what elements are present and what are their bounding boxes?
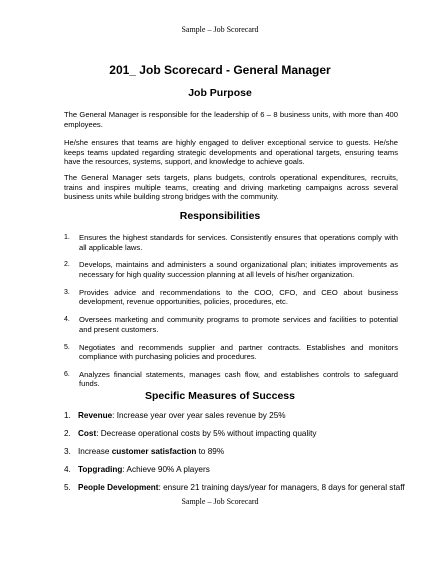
measure-text-suffix: : Decrease operational costs by 5% without impacting quality bbox=[96, 429, 317, 438]
list-item-number: 6. bbox=[64, 370, 70, 378]
list-item-text: Develops, maintains and administers a sound organizational plan; initiates improvements as necessary for high quality succession planning at all levels of his/her organization. bbox=[79, 260, 398, 279]
list-item bbox=[64, 343, 398, 362]
job-purpose-heading: Job Purpose bbox=[188, 87, 252, 99]
measure-name: Revenue bbox=[78, 411, 113, 420]
measure-name: customer satisfaction bbox=[111, 447, 197, 456]
measure-text-prefix: Increase bbox=[78, 447, 112, 456]
list-item-number: 2. bbox=[64, 261, 70, 269]
list-item-text: Ensures the highest standards for services. Consistently ensures that operations comply with all applicable laws. bbox=[79, 233, 398, 252]
list-item bbox=[64, 465, 404, 483]
measures-list bbox=[64, 411, 404, 501]
list-item-number: 5. bbox=[64, 343, 70, 351]
list-item-number: 2. bbox=[64, 429, 71, 438]
list-item bbox=[64, 447, 404, 465]
job-purpose-paragraph: He/she ensures that teams are highly engaged to deliver exceptional service to guests. He/she keeps teams updated regarding strategic developments and operational targets, ensuring teams have the resources, systems, support, and knowledge to achieve goals. bbox=[64, 138, 398, 167]
page-footer-note: Sample – Job Scorecard bbox=[181, 497, 259, 506]
responsibilities-heading: Responsibilities bbox=[179, 210, 261, 222]
list-item bbox=[64, 411, 404, 429]
measure-text-suffix: to 89% bbox=[196, 447, 225, 456]
document-title: 201_ Job Scorecard - General Manager bbox=[109, 63, 331, 77]
measure-name: People Development bbox=[78, 483, 159, 492]
list-item-number: 3. bbox=[64, 447, 71, 456]
list-item-text: Analyzes financial statements, manages cash flow, and establishes controls to safeguard funds. bbox=[79, 369, 398, 389]
list-item-number: 1. bbox=[64, 234, 70, 241]
responsibilities-list bbox=[64, 233, 398, 397]
list-item bbox=[64, 370, 398, 389]
list-item bbox=[64, 429, 404, 447]
list-item bbox=[64, 260, 398, 279]
list-item bbox=[64, 315, 398, 334]
measure-name: Cost bbox=[78, 429, 97, 438]
job-purpose-paragraph: The General Manager is responsible for the leadership of 6 – 8 business units, with more than 400 employees. bbox=[64, 110, 398, 129]
page-header-note: Sample – Job Scorecard bbox=[181, 25, 259, 34]
measure-text-suffix: : Increase year over year sales revenue by 25% bbox=[112, 411, 286, 420]
list-item-number: 5. bbox=[64, 483, 71, 492]
list-item bbox=[64, 233, 398, 252]
measure-text-suffix: : ensure 21 training days/year for managers, 8 days for general staff bbox=[158, 483, 405, 492]
list-item-number: 4. bbox=[64, 465, 71, 474]
list-item bbox=[64, 288, 398, 307]
measure-name: Topgrading bbox=[78, 465, 123, 474]
list-item-number: 3. bbox=[64, 288, 70, 296]
list-item-text: Negotiates and recommends supplier and partner contracts. Establishes and monitors compliance with purchasing policies and procedures. bbox=[79, 342, 398, 362]
list-item-text: Provides advice and recommendations to the COO, CFO, and CEO about business development, revenue opportunities, policies, procedures, etc. bbox=[79, 287, 398, 307]
list-item-number: 4. bbox=[64, 316, 70, 324]
job-purpose-paragraph: The General Manager sets targets, plans budgets, controls operational expenditures, recruits, trains and inspires multiple teams, creating and driving marketing campaigns across several business units while building strong bridges with the community. bbox=[64, 173, 398, 202]
measure-text-suffix: : Achieve 90% A players bbox=[122, 465, 210, 474]
measures-heading: Specific Measures of Success bbox=[145, 390, 295, 402]
list-item-number: 1. bbox=[64, 411, 71, 420]
list-item-text: Oversees marketing and community programs to promote services and facilities to potential and present customers. bbox=[79, 315, 398, 334]
